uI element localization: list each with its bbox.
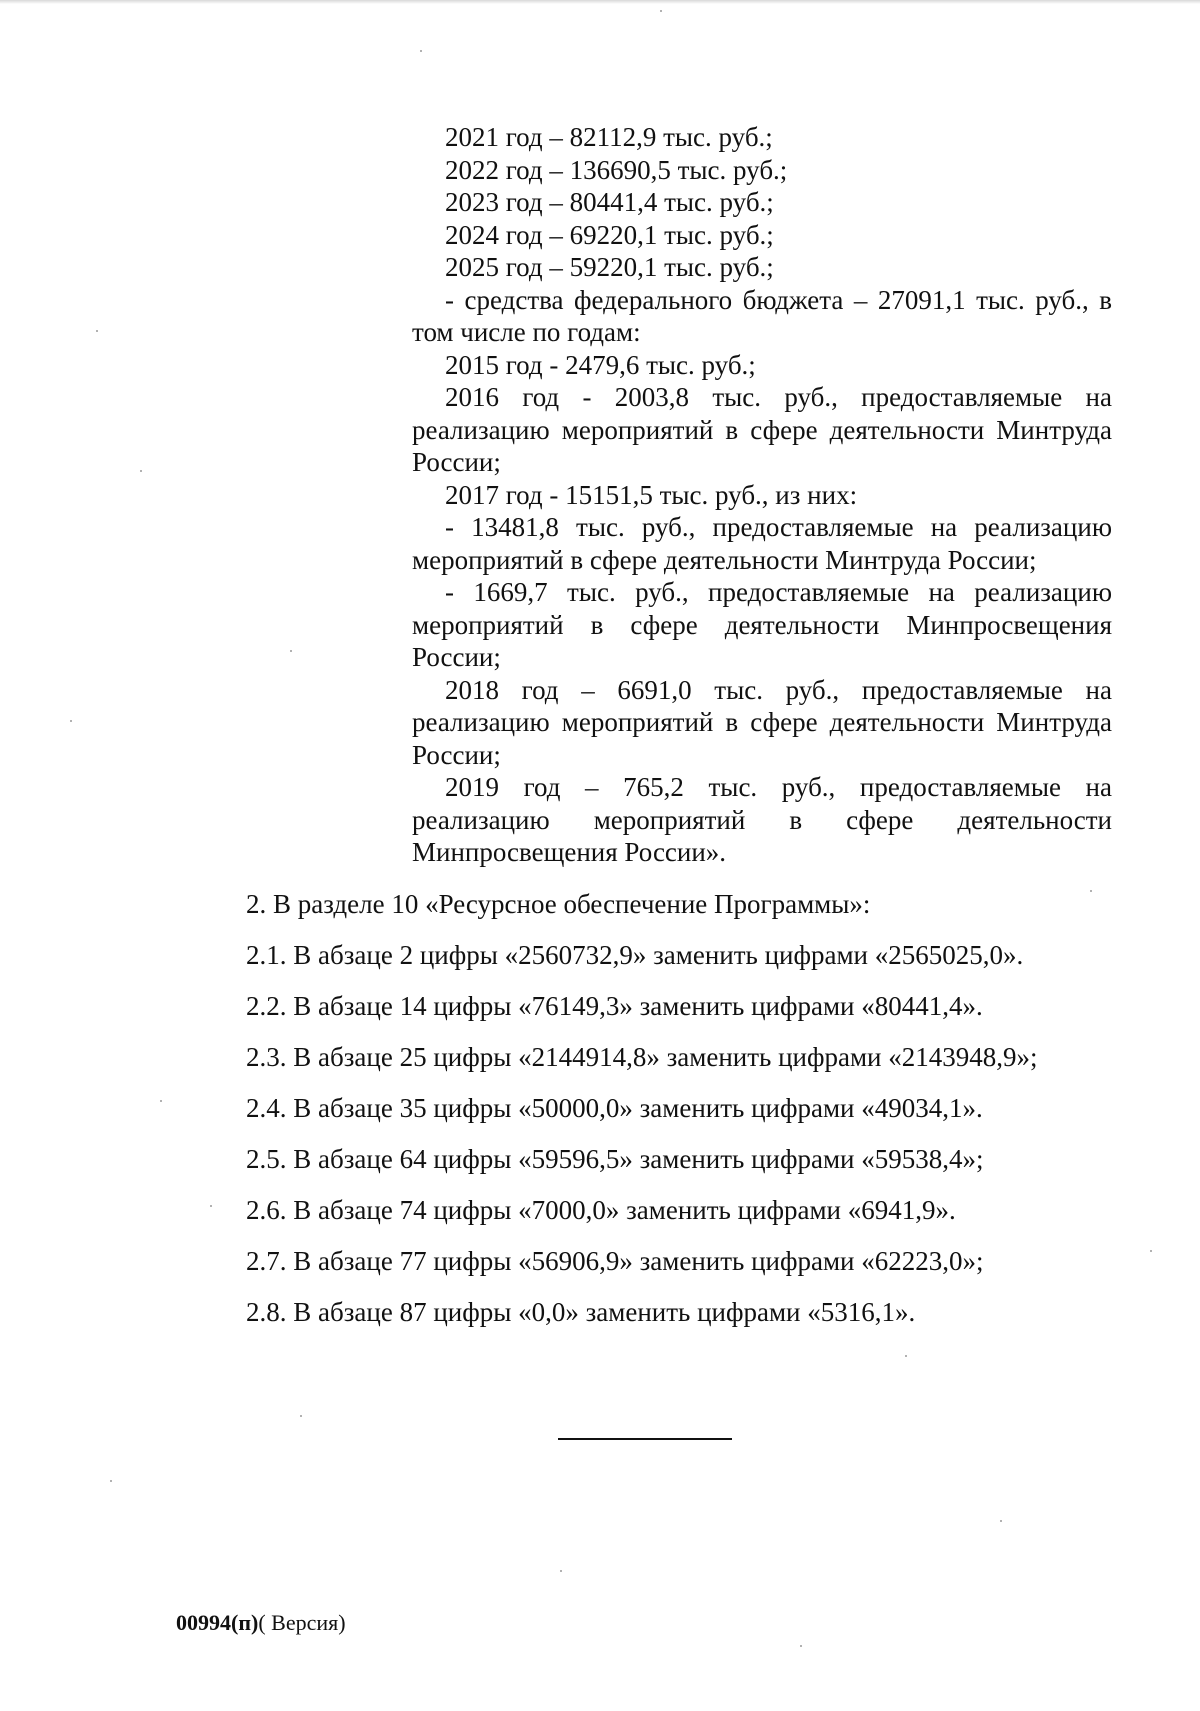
scan-speck xyxy=(210,1205,212,1207)
scan-speck xyxy=(300,1415,302,1417)
federal-year-line: 2018 год – 6691,0 тыс. руб., предоставляемые на реализацию мероприятий в сфере деятельности Минтруда России; xyxy=(412,674,1112,770)
federal-budget-paragraph: - средства федерального бюджета – 27091,1 тыс. руб., в том числе по годам: xyxy=(412,284,1112,347)
section-heading: 2. В разделе 10 «Ресурсное обеспечение Программы»: xyxy=(246,889,871,919)
funding-line: 2022 год – 136690,5 тыс. руб.; xyxy=(445,154,788,185)
amendment-item: 2.3. В абзаце 25 цифры «2144914,8» заменить цифрами «2143948,9»; xyxy=(246,1042,1038,1072)
scan-speck xyxy=(110,1480,112,1482)
scan-speck xyxy=(800,1645,802,1647)
scan-speck xyxy=(96,330,98,332)
scan-speck xyxy=(1000,1520,1002,1522)
scan-speck xyxy=(140,470,142,472)
scan-speck xyxy=(70,720,72,722)
amendment-item: 2.1. В абзаце 2 цифры «2560732,9» заменить цифрами «2565025,0». xyxy=(246,940,1024,970)
federal-year-line: - 13481,8 тыс. руб., предоставляемые на реализацию мероприятий в сфере деятельности Минтруда России; xyxy=(412,512,1112,575)
amendment-item: 2.6. В абзаце 74 цифры «7000,0» заменить цифрами «6941,9». xyxy=(246,1195,956,1225)
document-footer xyxy=(176,1610,346,1636)
federal-year-line: 2015 год - 2479,6 тыс. руб.; xyxy=(445,349,756,380)
funding-column xyxy=(412,121,1112,869)
document-version: ( Версия) xyxy=(258,1610,346,1635)
scan-speck xyxy=(1090,890,1092,892)
amendment-item: 2.8. В абзаце 87 цифры «0,0» заменить цифрами «5316,1». xyxy=(246,1297,916,1327)
amendment-item: 2.7. В абзаце 77 цифры «56906,9» заменить цифрами «62223,0»; xyxy=(246,1246,984,1276)
amendment-item: 2.2. В абзаце 14 цифры «76149,3» заменить цифрами «80441,4». xyxy=(246,991,983,1021)
amendment-item: 2.4. В абзаце 35 цифры «50000,0» заменить цифрами «49034,1». xyxy=(246,1093,983,1123)
scan-speck xyxy=(420,50,422,52)
scan-speck xyxy=(160,1100,162,1102)
funding-line: 2024 год – 69220,1 тыс. руб.; xyxy=(445,219,774,250)
federal-year-line: 2017 год - 15151,5 тыс. руб., из них: xyxy=(445,479,858,510)
document-code: 00994(п) xyxy=(176,1610,259,1635)
scan-speck xyxy=(905,1355,907,1357)
funding-line: 2023 год – 80441,4 тыс. руб.; xyxy=(445,187,774,217)
federal-year-line: 2016 год - 2003,8 тыс. руб., предоставляемые на реализацию мероприятий в сфере деятельности Минтруда России; xyxy=(412,382,1112,477)
funding-line: 2025 год – 59220,1 тыс. руб.; xyxy=(445,252,774,282)
scan-speck xyxy=(1150,1250,1152,1252)
funding-line: 2021 год – 82112,9 тыс. руб.; xyxy=(445,122,773,152)
closing-divider xyxy=(558,1438,732,1440)
scan-speck xyxy=(560,1570,562,1572)
federal-year-line: - 1669,7 тыс. руб., предоставляемые на реализацию мероприятий в сфере деятельности Минпросвещения России; xyxy=(412,577,1112,672)
scan-speck xyxy=(660,10,662,12)
amendments-section xyxy=(246,888,1126,1347)
amendment-item: 2.5. В абзаце 64 цифры «59596,5» заменить цифрами «59538,4»; xyxy=(246,1144,984,1174)
scan-speck xyxy=(290,650,292,652)
scan-top-edge xyxy=(0,0,1200,4)
federal-year-line: 2019 год – 765,2 тыс. руб., предоставляемые на реализацию мероприятий в сфере деятельности Минпросвещения России». xyxy=(412,772,1112,867)
